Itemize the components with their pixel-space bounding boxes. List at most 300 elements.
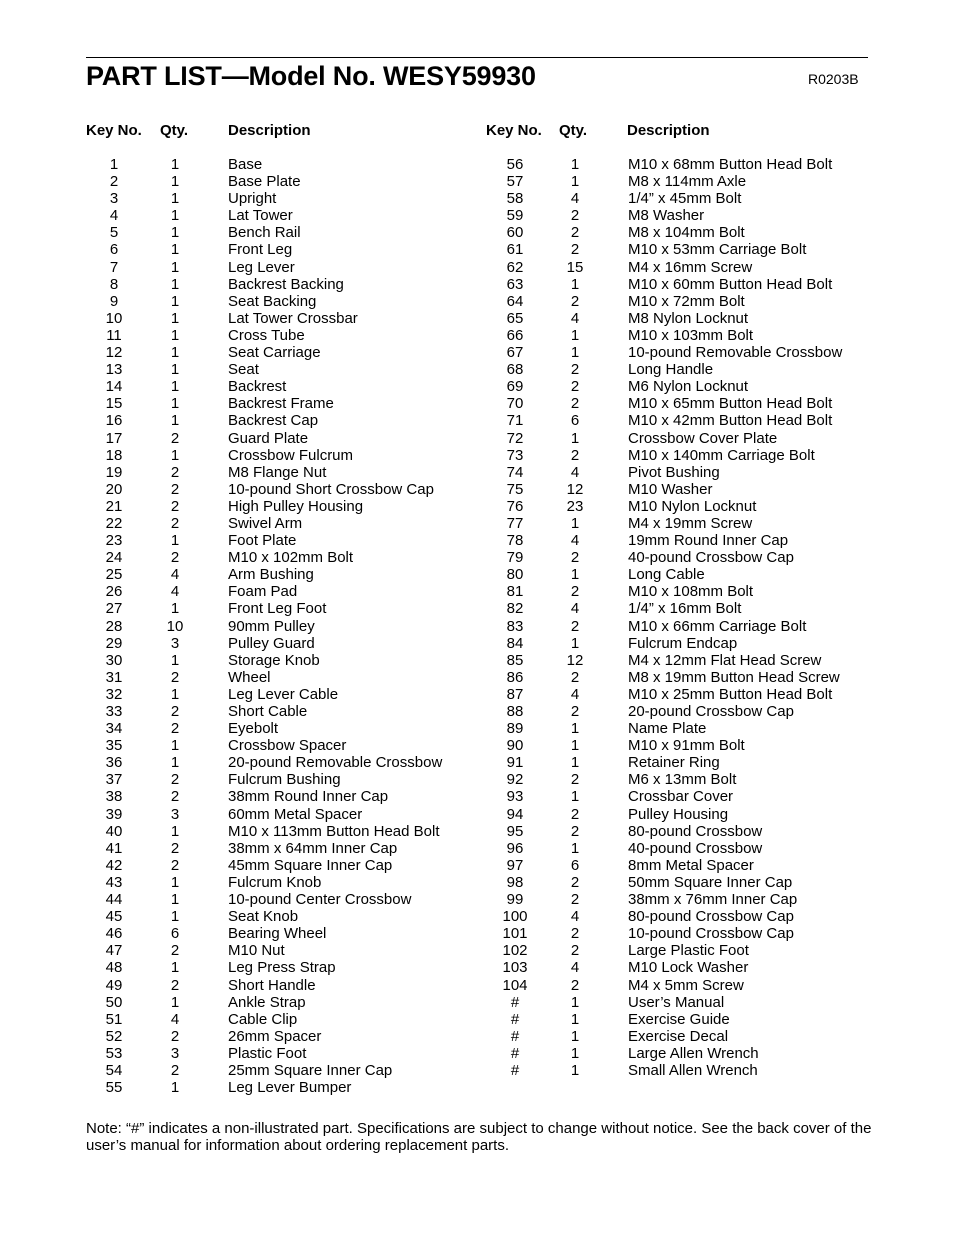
- part-key-no: 24: [105, 549, 123, 567]
- part-key-no: 68: [506, 361, 524, 379]
- part-qty: 4: [570, 908, 580, 926]
- part-qty: 1: [570, 737, 580, 755]
- part-description: Leg Lever Cable: [228, 685, 339, 703]
- part-qty: 2: [570, 549, 580, 567]
- part-qty: 2: [570, 241, 580, 259]
- part-qty: 15: [566, 258, 584, 276]
- part-key-no: 86: [506, 668, 524, 686]
- part-description: M10 x 42mm Button Head Bolt: [628, 412, 833, 430]
- part-key-no: 101: [502, 925, 528, 943]
- part-qty: 2: [570, 446, 580, 464]
- part-key-no: 71: [506, 412, 524, 430]
- part-qty: 1: [170, 309, 180, 327]
- part-description: 38mm Round Inner Cap: [228, 788, 389, 806]
- part-description: Front Leg Foot: [228, 600, 327, 618]
- part-description: M4 x 5mm Screw: [628, 976, 744, 994]
- part-description: Seat Knob: [228, 908, 299, 926]
- part-description: Arm Bushing: [228, 566, 314, 584]
- part-description: M10 x 108mm Bolt: [628, 583, 754, 601]
- part-qty: 1: [570, 1044, 580, 1062]
- part-description: Crossbow Cover Plate: [628, 429, 778, 447]
- part-description: Backrest Cap: [228, 412, 319, 430]
- part-key-no: 60: [506, 224, 524, 242]
- part-description: M10 x 113mm Button Head Bolt: [228, 822, 440, 840]
- part-description: Swivel Arm: [228, 514, 303, 532]
- part-qty: 23: [566, 497, 584, 515]
- part-qty: 2: [570, 925, 580, 943]
- part-key-no: 2: [109, 173, 119, 191]
- part-description: 20-pound Removable Crossbow: [228, 754, 443, 772]
- part-key-no: 89: [506, 720, 524, 738]
- part-qty: 1: [170, 446, 180, 464]
- part-key-no: 78: [506, 532, 524, 550]
- part-qty: 1: [170, 395, 180, 413]
- part-qty: 2: [570, 378, 580, 396]
- part-qty: 2: [170, 856, 180, 874]
- part-qty: 1: [170, 908, 180, 926]
- part-description: 10-pound Crossbow Cap: [628, 925, 794, 943]
- part-key-no: 98: [506, 873, 524, 891]
- part-qty: 4: [570, 600, 580, 618]
- part-qty: 1: [170, 292, 180, 310]
- part-key-no: 67: [506, 344, 524, 362]
- part-key-no: 62: [506, 258, 524, 276]
- part-description: Guard Plate: [228, 429, 309, 447]
- part-qty: 1: [170, 224, 180, 242]
- part-qty: 1: [170, 378, 180, 396]
- part-description: Plastic Foot: [228, 1044, 307, 1062]
- part-qty: 1: [570, 720, 580, 738]
- part-description: Wheel: [228, 668, 271, 686]
- part-key-no: 59: [506, 207, 524, 225]
- part-qty: 2: [170, 514, 180, 532]
- part-description: Pulley Housing: [628, 805, 729, 823]
- part-description: M10 Lock Washer: [628, 959, 749, 977]
- part-key-no: 74: [506, 463, 524, 481]
- part-description: M10 Washer: [628, 480, 713, 498]
- part-description: Cross Tube: [228, 326, 305, 344]
- part-key-no: #: [510, 1044, 520, 1062]
- part-qty: 1: [570, 514, 580, 532]
- right-header-description: Description: [627, 122, 710, 139]
- part-qty: 1: [570, 275, 580, 293]
- part-key-no: #: [510, 1027, 520, 1045]
- part-description: 38mm x 64mm Inner Cap: [228, 839, 398, 857]
- part-qty: 6: [170, 925, 180, 943]
- part-key-no: 95: [506, 822, 524, 840]
- part-qty: 1: [170, 600, 180, 618]
- part-key-no: 69: [506, 378, 524, 396]
- part-qty: 2: [570, 891, 580, 909]
- part-key-no: 76: [506, 497, 524, 515]
- part-key-no: 96: [506, 839, 524, 857]
- part-key-no: #: [510, 1010, 520, 1028]
- part-qty: 2: [170, 549, 180, 567]
- part-key-no: 72: [506, 429, 524, 447]
- top-rule: [86, 57, 868, 58]
- part-key-no: 20: [105, 480, 123, 498]
- part-key-no: 49: [105, 976, 123, 994]
- left-header-description: Description: [228, 122, 311, 139]
- part-description: 60mm Metal Spacer: [228, 805, 363, 823]
- part-description: 26mm Spacer: [228, 1027, 322, 1045]
- part-description: M6 x 13mm Bolt: [628, 771, 737, 789]
- part-qty: 4: [170, 1010, 180, 1028]
- part-qty: 1: [570, 156, 580, 173]
- part-qty: 1: [170, 258, 180, 276]
- part-key-no: 45: [105, 908, 123, 926]
- part-description: Crossbar Cover: [628, 788, 734, 806]
- part-qty: 3: [170, 1044, 180, 1062]
- part-qty: 1: [170, 190, 180, 208]
- part-key-no: 44: [105, 891, 123, 909]
- part-qty: 2: [170, 497, 180, 515]
- part-key-no: 55: [105, 1079, 123, 1097]
- part-key-no: 3: [109, 190, 119, 208]
- part-qty: 2: [170, 480, 180, 498]
- part-qty: 1: [170, 737, 180, 755]
- part-qty: 4: [570, 685, 580, 703]
- part-qty: 4: [570, 309, 580, 327]
- part-qty: 4: [170, 566, 180, 584]
- part-key-no: 5: [109, 224, 119, 242]
- part-description: High Pulley Housing: [228, 497, 364, 515]
- part-description: Leg Lever: [228, 258, 295, 276]
- part-description: Short Handle: [228, 976, 316, 994]
- part-description: 45mm Square Inner Cap: [228, 856, 393, 874]
- part-key-no: 27: [105, 600, 123, 618]
- part-qty: 1: [170, 361, 180, 379]
- part-description: M10 x 72mm Bolt: [628, 292, 745, 310]
- part-qty: 2: [570, 942, 580, 960]
- part-key-no: 40: [105, 822, 123, 840]
- part-key-no: 88: [506, 703, 524, 720]
- part-qty: 1: [170, 532, 180, 550]
- part-key-no: 19: [105, 463, 123, 481]
- part-description: Front Leg: [228, 241, 293, 259]
- part-key-no: 11: [106, 326, 122, 344]
- part-qty: 1: [570, 1061, 580, 1079]
- part-key-no: 63: [506, 275, 524, 293]
- part-key-no: 99: [506, 891, 524, 909]
- part-description: M10 x 68mm Button Head Bolt: [628, 156, 833, 173]
- part-description: Backrest Frame: [228, 395, 334, 413]
- part-key-no: 4: [109, 207, 119, 225]
- part-key-no: 21: [105, 497, 123, 515]
- part-key-no: 54: [105, 1061, 123, 1079]
- part-key-no: 51: [105, 1010, 123, 1028]
- part-description: Ankle Strap: [228, 993, 306, 1011]
- part-description: M8 Washer: [628, 207, 705, 225]
- part-qty: 1: [170, 959, 180, 977]
- part-qty: 2: [170, 1061, 180, 1079]
- part-key-no: 31: [105, 668, 123, 686]
- part-qty: 2: [170, 463, 180, 481]
- part-key-no: 82: [506, 600, 524, 618]
- part-qty: 1: [170, 241, 180, 259]
- part-qty: 1: [570, 1027, 580, 1045]
- part-description: Name Plate: [628, 720, 707, 738]
- left-header-qty: Qty.: [160, 122, 189, 139]
- part-description: Seat Carriage: [228, 344, 321, 362]
- part-qty: 4: [170, 583, 180, 601]
- part-description: Short Cable: [228, 703, 308, 720]
- part-qty: 2: [570, 395, 580, 413]
- part-key-no: 26: [105, 583, 123, 601]
- part-description: 10-pound Center Crossbow: [228, 891, 412, 909]
- part-qty: 2: [570, 822, 580, 840]
- part-qty: 2: [170, 839, 180, 857]
- part-key-no: 81: [506, 583, 524, 601]
- part-key-no: 22: [105, 514, 123, 532]
- part-description: Foot Plate: [228, 532, 297, 550]
- part-description: M10 x 65mm Button Head Bolt: [628, 395, 833, 413]
- part-description: Backrest Backing: [228, 275, 344, 293]
- part-qty: 2: [170, 788, 180, 806]
- part-qty: 1: [170, 412, 180, 430]
- part-description: M4 x 16mm Screw: [628, 258, 753, 276]
- part-description: Pivot Bushing: [628, 463, 720, 481]
- part-description: 20-pound Crossbow Cap: [628, 703, 794, 720]
- part-description: Small Allen Wrench: [628, 1061, 758, 1079]
- part-description: Fulcrum Bushing: [228, 771, 341, 789]
- document-code: R0203B: [808, 71, 859, 87]
- part-description: Retainer Ring: [628, 754, 720, 772]
- part-description: M8 Flange Nut: [228, 463, 327, 481]
- part-key-no: 10: [105, 309, 123, 327]
- part-description: Lat Tower: [228, 207, 293, 225]
- part-qty: 12: [566, 480, 584, 498]
- part-qty: 1: [170, 173, 180, 191]
- part-qty: 12: [566, 651, 584, 669]
- part-description: M10 Nylon Locknut: [628, 497, 757, 515]
- part-key-no: 37: [105, 771, 123, 789]
- part-key-no: 66: [506, 326, 524, 344]
- part-description: Cable Clip: [228, 1010, 298, 1028]
- left-header-key-no: Key No.: [86, 122, 142, 139]
- part-qty: 4: [570, 190, 580, 208]
- part-key-no: 16: [105, 412, 123, 430]
- part-key-no: 56: [506, 156, 524, 173]
- part-qty: 3: [170, 634, 180, 652]
- part-description: M10 x 60mm Button Head Bolt: [628, 275, 833, 293]
- part-key-no: 25: [105, 566, 123, 584]
- part-qty: 1: [170, 1079, 180, 1097]
- part-qty: 1: [170, 156, 180, 173]
- part-key-no: 18: [105, 446, 123, 464]
- part-description: Backrest: [228, 378, 287, 396]
- part-description: 38mm x 76mm Inner Cap: [628, 891, 798, 909]
- part-description: Long Cable: [628, 566, 705, 584]
- part-qty: 1: [570, 754, 580, 772]
- part-key-no: 14: [105, 378, 123, 396]
- part-description: M10 x 66mm Carriage Bolt: [628, 617, 807, 635]
- part-qty: 2: [170, 976, 180, 994]
- part-qty: 1: [570, 839, 580, 857]
- part-description: M10 x 102mm Bolt: [228, 549, 354, 567]
- part-description: Large Allen Wrench: [628, 1044, 759, 1062]
- part-description: Bearing Wheel: [228, 925, 327, 943]
- part-key-no: 97: [506, 856, 524, 874]
- part-description: M6 Nylon Locknut: [628, 378, 749, 396]
- part-description: 40-pound Crossbow: [628, 839, 763, 857]
- part-qty: 10: [166, 617, 184, 635]
- part-qty: 2: [570, 224, 580, 242]
- part-key-no: 12: [105, 344, 123, 362]
- part-key-no: 93: [506, 788, 524, 806]
- part-key-no: 43: [105, 873, 123, 891]
- part-key-no: 64: [506, 292, 524, 310]
- part-key-no: #: [510, 1061, 520, 1079]
- part-qty: 1: [170, 822, 180, 840]
- part-description: 8mm Metal Spacer: [628, 856, 754, 874]
- part-description: M4 x 12mm Flat Head Screw: [628, 651, 822, 669]
- part-key-no: #: [510, 993, 520, 1011]
- part-description: 40-pound Crossbow Cap: [628, 549, 794, 567]
- part-description: M10 x 140mm Carriage Bolt: [628, 446, 815, 464]
- part-key-no: 85: [506, 651, 524, 669]
- part-description: Foam Pad: [228, 583, 298, 601]
- part-description: Base: [228, 156, 263, 173]
- part-description: Crossbow Fulcrum: [228, 446, 354, 464]
- part-key-no: 58: [506, 190, 524, 208]
- part-key-no: 38: [105, 788, 123, 806]
- part-description: Storage Knob: [228, 651, 320, 669]
- part-qty: 4: [570, 463, 580, 481]
- part-description: 10-pound Short Crossbow Cap: [228, 480, 434, 498]
- part-description: M8 x 114mm Axle: [628, 173, 747, 191]
- part-description: Exercise Guide: [628, 1010, 730, 1028]
- part-qty: 1: [170, 993, 180, 1011]
- part-key-no: 53: [105, 1044, 123, 1062]
- part-key-no: 77: [506, 514, 524, 532]
- part-qty: 2: [170, 720, 180, 738]
- part-qty: 2: [170, 703, 180, 720]
- part-key-no: 7: [109, 258, 119, 276]
- part-key-no: 6: [109, 241, 119, 259]
- part-description: M10 x 53mm Carriage Bolt: [628, 241, 807, 259]
- part-description: M10 x 91mm Bolt: [628, 737, 745, 755]
- part-qty: 4: [570, 532, 580, 550]
- part-qty: 1: [570, 634, 580, 652]
- part-qty: 1: [570, 173, 580, 191]
- part-qty: 6: [570, 412, 580, 430]
- part-qty: 1: [570, 326, 580, 344]
- part-description: Leg Press Strap: [228, 959, 336, 977]
- part-qty: 2: [570, 805, 580, 823]
- part-qty: 1: [170, 891, 180, 909]
- part-qty: 2: [570, 873, 580, 891]
- part-description: Eyebolt: [228, 720, 279, 738]
- part-key-no: 91: [506, 754, 524, 772]
- part-qty: 1: [570, 344, 580, 362]
- part-key-no: 32: [105, 685, 123, 703]
- part-key-no: 65: [506, 309, 524, 327]
- part-qty: 1: [170, 754, 180, 772]
- part-key-no: 48: [105, 959, 123, 977]
- part-description: Exercise Decal: [628, 1027, 729, 1045]
- part-description: Fulcrum Knob: [228, 873, 322, 891]
- footer-note: Note: “#” indicates a non-illustrated part. Specifications are subject to change without notice. See the back cover of the user’s manual for information about ordering replacement parts.: [86, 1120, 872, 1154]
- part-description: Lat Tower Crossbar: [228, 309, 358, 327]
- part-key-no: 92: [506, 771, 524, 789]
- part-qty: 2: [170, 1027, 180, 1045]
- part-key-no: 35: [105, 737, 123, 755]
- part-key-no: 94: [506, 805, 524, 823]
- part-key-no: 70: [506, 395, 524, 413]
- part-key-no: 8: [109, 275, 119, 293]
- part-qty: 2: [570, 976, 580, 994]
- part-key-no: 57: [506, 173, 524, 191]
- part-key-no: 84: [506, 634, 524, 652]
- part-description: M8 Nylon Locknut: [628, 309, 749, 327]
- part-key-no: 39: [105, 805, 123, 823]
- part-description: 19mm Round Inner Cap: [628, 532, 789, 550]
- part-key-no: 47: [105, 942, 123, 960]
- part-qty: 1: [570, 993, 580, 1011]
- part-description: M8 x 19mm Button Head Screw: [628, 668, 840, 686]
- part-qty: 1: [170, 873, 180, 891]
- part-description: 80-pound Crossbow: [628, 822, 763, 840]
- part-key-no: 33: [105, 703, 123, 720]
- part-key-no: 34: [105, 720, 123, 738]
- part-qty: 1: [170, 326, 180, 344]
- part-description: Base Plate: [228, 173, 301, 191]
- part-qty: 2: [570, 771, 580, 789]
- part-qty: 1: [170, 651, 180, 669]
- part-key-no: 29: [105, 634, 123, 652]
- part-qty: 2: [570, 207, 580, 225]
- part-key-no: 102: [502, 942, 528, 960]
- part-qty: 1: [570, 788, 580, 806]
- part-key-no: 46: [105, 925, 123, 943]
- part-key-no: 1: [109, 156, 119, 173]
- part-qty: 1: [170, 685, 180, 703]
- part-description: 50mm Square Inner Cap: [628, 873, 793, 891]
- part-qty: 2: [570, 703, 580, 720]
- part-qty: 1: [570, 566, 580, 584]
- part-key-no: 80: [506, 566, 524, 584]
- part-key-no: 52: [105, 1027, 123, 1045]
- part-key-no: 15: [105, 395, 123, 413]
- part-qty: 1: [170, 207, 180, 225]
- part-description: Upright: [228, 190, 277, 208]
- part-qty: 1: [570, 429, 580, 447]
- part-qty: 2: [570, 292, 580, 310]
- part-qty: 2: [570, 668, 580, 686]
- part-key-no: 17: [105, 429, 123, 447]
- part-key-no: 41: [105, 839, 123, 857]
- part-description: M10 Nut: [228, 942, 285, 960]
- part-key-no: 42: [105, 856, 123, 874]
- part-qty: 3: [170, 805, 180, 823]
- part-description: 80-pound Crossbow Cap: [628, 908, 794, 926]
- part-key-no: 36: [105, 754, 123, 772]
- part-description: M10 x 103mm Bolt: [628, 326, 754, 344]
- part-qty: 4: [570, 959, 580, 977]
- part-qty: 2: [170, 429, 180, 447]
- part-key-no: 28: [105, 617, 123, 635]
- part-qty: 1: [570, 1010, 580, 1028]
- part-key-no: 61: [506, 241, 524, 259]
- part-description: 25mm Square Inner Cap: [228, 1061, 393, 1079]
- page-title: PART LIST—Model No. WESY59930: [86, 61, 536, 91]
- part-qty: 2: [170, 668, 180, 686]
- right-header-qty: Qty.: [559, 122, 588, 139]
- part-qty: 2: [570, 617, 580, 635]
- part-key-no: 104: [502, 976, 528, 994]
- part-qty: 2: [570, 361, 580, 379]
